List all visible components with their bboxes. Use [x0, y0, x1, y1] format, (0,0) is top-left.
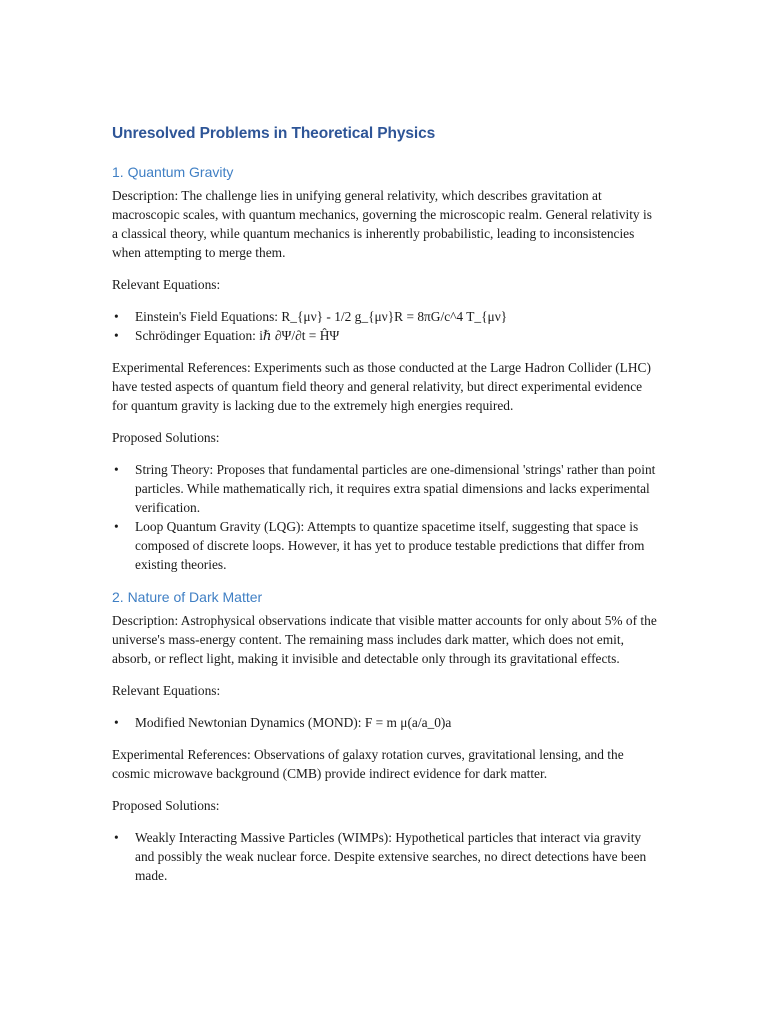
- equations-list: [112, 713, 660, 732]
- list-item: [112, 326, 660, 345]
- section-quantum-gravity: [112, 162, 660, 574]
- list-item: [112, 713, 660, 732]
- solutions-list: [112, 828, 660, 885]
- bullet-icon: •: [114, 328, 119, 343]
- section-heading: 2. Nature of Dark Matter: [112, 589, 263, 605]
- list-item: [112, 828, 660, 885]
- list-item: [112, 307, 660, 326]
- equations-label: Relevant Equations:: [112, 277, 221, 292]
- document-page: [112, 124, 660, 898]
- section-description: Description: The challenge lies in unifying general relativity, which describes gravitation at macroscopic scales, with quantum mechanics, governing the microscopic realm. General relativity is a classical theory, while quantum mechanics is inherently probabilistic, leading to inconsistencies when attempting to merge them.: [112, 188, 652, 260]
- equations-list: [112, 307, 660, 345]
- section-description: Description: Astrophysical observations indicate that visible matter accounts for only about 5% of the universe's mass-energy content. The remaining mass includes dark matter, which does not emit, absorb, or reflect light, making it invisible and detectable only through its gravitational effects.: [112, 613, 657, 666]
- solution-text: Loop Quantum Gravity (LQG): Attempts to quantize spacetime itself, suggesting that space is composed of discrete loops. However, it has yet to produce testable predictions that differ from existing theories.: [135, 519, 645, 572]
- bullet-icon: •: [114, 830, 119, 845]
- bullet-icon: •: [114, 309, 119, 324]
- solutions-label: Proposed Solutions:: [112, 798, 220, 813]
- equations-label: Relevant Equations:: [112, 683, 221, 698]
- equation-text: Modified Newtonian Dynamics (MOND): F = m μ(a/a_0)a: [135, 715, 452, 730]
- experimental-references: Experimental References: Observations of galaxy rotation curves, gravitational lensing, and the cosmic microwave background (CMB) provide indirect evidence for dark matter.: [112, 747, 624, 781]
- bullet-icon: •: [114, 462, 119, 477]
- bullet-icon: •: [114, 519, 119, 534]
- list-item: [112, 460, 660, 517]
- solution-text: Weakly Interacting Massive Particles (WIMPs): Hypothetical particles that interact via gravity and possibly the weak nuclear force. Despite extensive searches, no direct detections have been made.: [135, 830, 647, 883]
- bullet-icon: •: [114, 715, 119, 730]
- solution-text: String Theory: Proposes that fundamental particles are one-dimensional 'strings' rather than point particles. While mathematically rich, it requires extra spatial dimensions and lacks experimental verification.: [135, 462, 656, 515]
- solutions-list: [112, 460, 660, 574]
- list-item: [112, 517, 660, 574]
- document-title: Unresolved Problems in Theoretical Physics: [112, 125, 436, 142]
- equation-text: Schrödinger Equation: iℏ ∂Ψ/∂t = ĤΨ: [135, 328, 340, 343]
- section-dark-matter: [112, 587, 660, 885]
- section-heading: 1. Quantum Gravity: [112, 164, 234, 180]
- solutions-label: Proposed Solutions:: [112, 430, 220, 445]
- experimental-references: Experimental References: Experiments such as those conducted at the Large Hadron Collider (LHC) have tested aspects of quantum field theory and general relativity, but direct experimental evidence for quantum gravity is lacking due to the extremely high energies required.: [112, 360, 651, 413]
- equation-text: Einstein's Field Equations: R_{μν} - 1/2 g_{μν}R = 8πG/c^4 T_{μν}: [135, 309, 508, 324]
